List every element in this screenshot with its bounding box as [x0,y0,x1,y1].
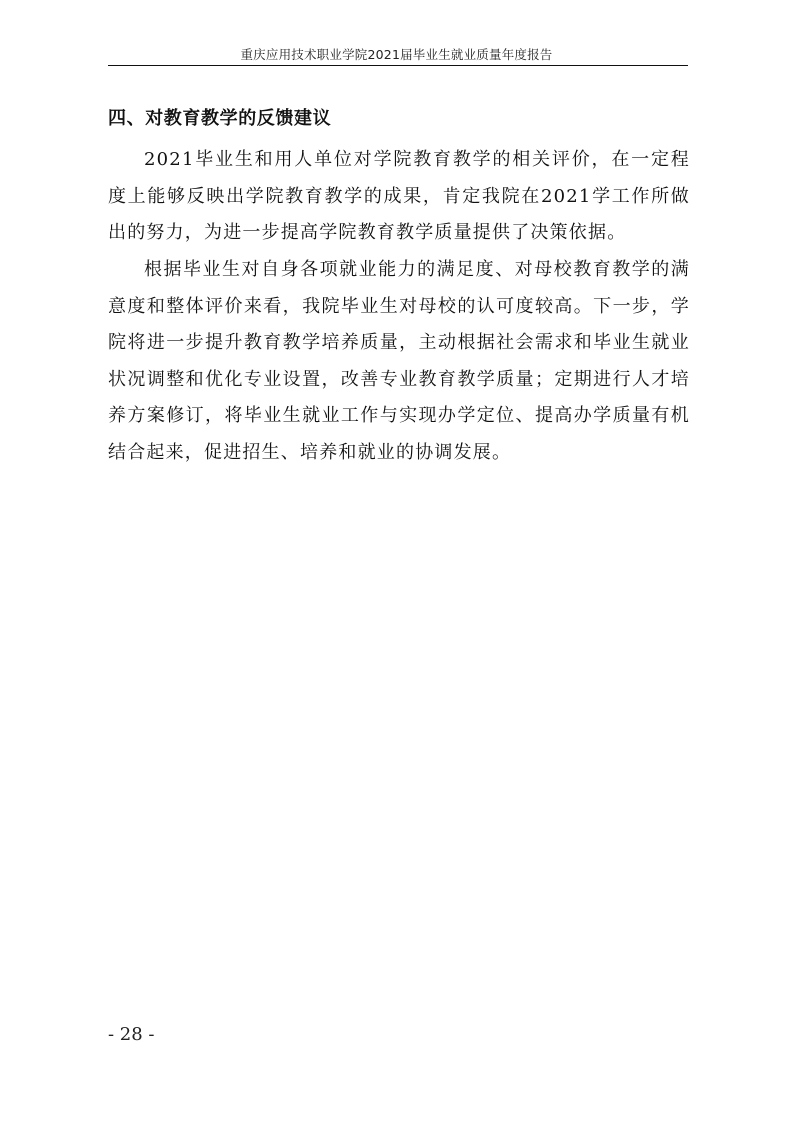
page-number: - 28 - [108,1024,155,1045]
body-paragraph: 根据毕业生对自身各项就业能力的满足度、对母校教育教学的满意度和整体评价来看，我院毕业生对母校的认可度较高。下一步，学院将进一步提升教育教学培养质量，主动根据社会需求和毕业生就业状况调整和优化专业设置，改善专业教育教学质量；定期进行人才培养方案修订，将毕业生就业工作与实现办学定位、提高办学质量有机结合起来，促进招生、培养和就业的协调发展。 [108,259,690,463]
running-header: 重庆应用技术职业学院2021届毕业生就业质量年度报告 [240,47,553,62]
header-divider [108,65,688,66]
section-heading: 四、对教育教学的反馈建议 [108,108,332,129]
body-paragraph: 2021毕业生和用人单位对学院教育教学的相关评价，在一定程度上能够反映出学院教育教学的成果，肯定我院在2021学工作所做出的努力，为进一步提高学院教育教学质量提供了决策依据。 [108,149,690,243]
